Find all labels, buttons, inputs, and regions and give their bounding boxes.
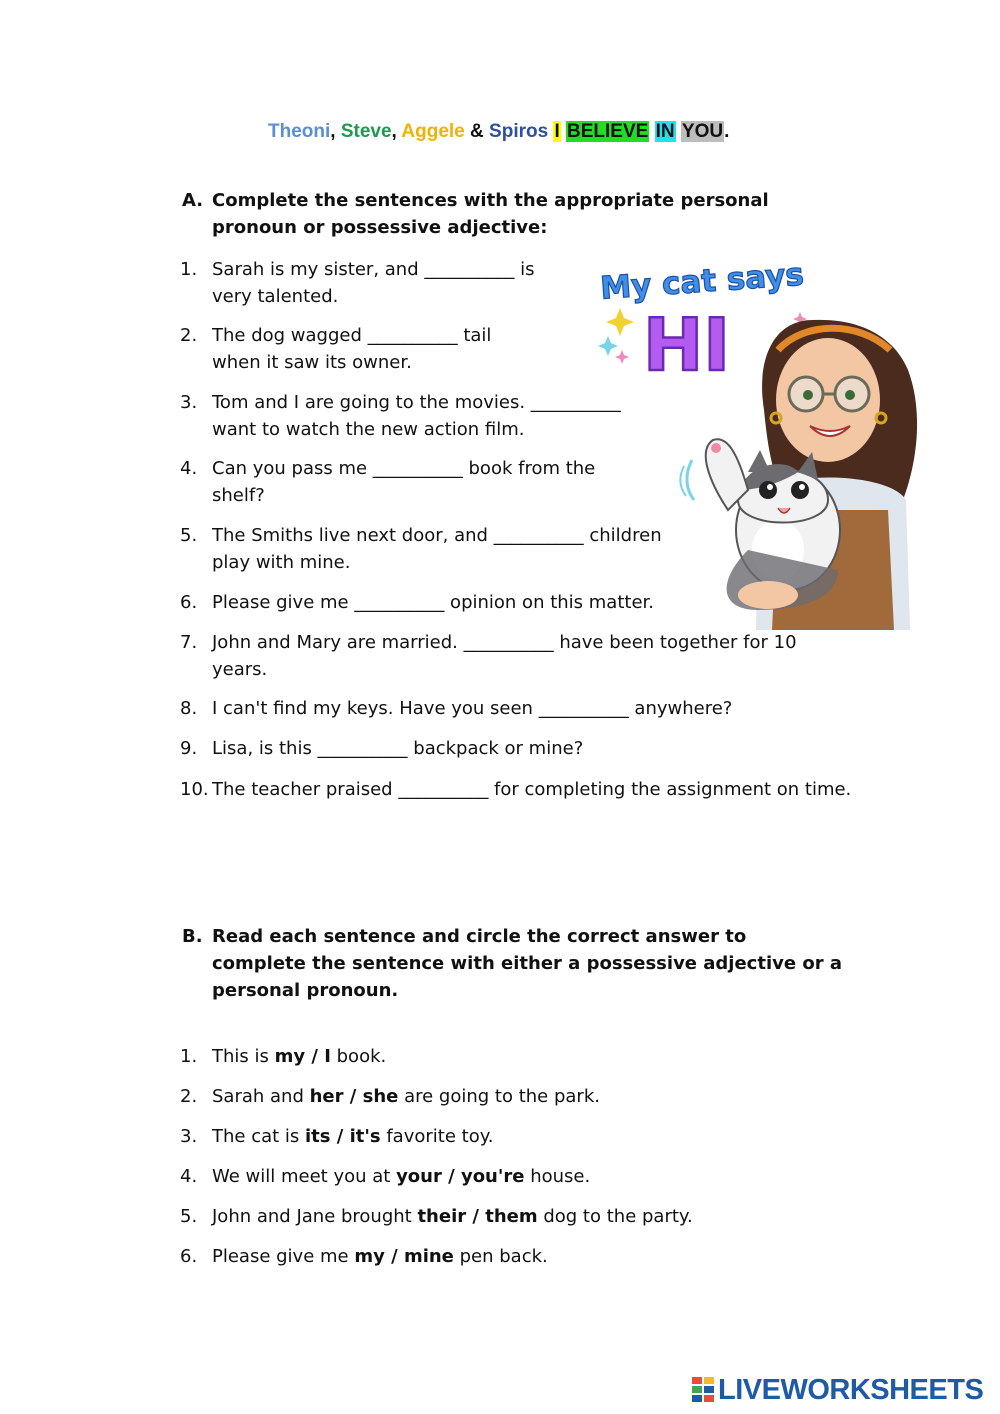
choice-item (180, 1243, 860, 1270)
item-text: I can't find my keys. Have you seen __________ anywhere? (212, 698, 733, 719)
sentence-start: Please give me (212, 1246, 355, 1267)
item-sentence (212, 1243, 860, 1270)
item-number: 8. (180, 698, 198, 719)
liveworksheets-logo[interactable] (692, 1374, 983, 1406)
sentence-end: dog to the party. (537, 1206, 693, 1227)
item-text: Please give me __________ opinion on this matter. (212, 592, 654, 613)
choice-item (180, 1083, 860, 1110)
sentence-end: house. (524, 1166, 591, 1187)
sentence-end: pen back. (453, 1246, 548, 1267)
exercise-item (180, 735, 840, 762)
item-sentence (212, 1043, 860, 1070)
item-number: 1. (180, 1046, 198, 1067)
sentence-end: are going to the park. (398, 1086, 600, 1107)
item-number: 9. (180, 738, 198, 759)
item-sentence (212, 1083, 860, 1110)
item-text: Sarah is my sister, and __________ is very talented. (212, 259, 535, 307)
item-number: 7. (180, 632, 198, 653)
sentence-start: The cat is (212, 1126, 306, 1147)
sentence-start: John and Jane brought (212, 1206, 418, 1227)
sentence-end: book. (330, 1046, 387, 1067)
sentence-start: We will meet you at (212, 1166, 397, 1187)
item-sentence (212, 1123, 860, 1150)
item-number: 3. (180, 1126, 198, 1147)
section-a-heading (182, 187, 842, 241)
separator: & (464, 121, 490, 142)
sparkle-icon (606, 308, 634, 336)
bitmoji-cat-illustration (588, 250, 918, 630)
sticker-hi: HI (643, 303, 731, 387)
choice-item (180, 1043, 860, 1070)
item-number: 4. (180, 1166, 198, 1187)
choice-item (180, 1203, 860, 1230)
answer-options[interactable]: my / I (274, 1046, 331, 1067)
separator: , (330, 121, 341, 142)
answer-options[interactable]: its / it's (305, 1126, 381, 1147)
item-text: The teacher praised __________ for completing the assignment on time. (212, 779, 852, 800)
item-text: John and Mary are married. __________ have been together for 10 years. (212, 632, 797, 680)
answer-options[interactable]: my / mine (354, 1246, 454, 1267)
separator: , (391, 121, 402, 142)
choice-item (180, 1163, 860, 1190)
item-text: Tom and I are going to the movies. __________ want to watch the new action film. (212, 392, 621, 440)
item-number: 5. (180, 525, 198, 546)
answer-options[interactable]: your / you're (396, 1166, 525, 1187)
sentence-start: This is (212, 1046, 275, 1067)
highlight-word: I (554, 121, 560, 142)
name-theoni: Theoni (268, 121, 331, 142)
period: . (724, 121, 730, 142)
item-sentence (212, 1203, 860, 1230)
sticker-caption: My cat says (599, 256, 805, 307)
name-aggele: Aggele (401, 121, 465, 142)
sentence-start: Sarah and (212, 1086, 310, 1107)
highlight-word: BELIEVE (567, 121, 649, 142)
name-steve: Steve (340, 121, 392, 142)
item-sentence (212, 1163, 860, 1190)
item-text: Can you pass me __________ book from the shelf? (212, 458, 596, 506)
section-b-heading (182, 923, 842, 1004)
item-number: 6. (180, 592, 198, 613)
exercise-item (180, 455, 645, 509)
dedication-header (268, 121, 729, 143)
item-number: 4. (180, 458, 198, 479)
exercise-item (180, 322, 540, 376)
exercise-item (180, 695, 840, 722)
choice-item (180, 1123, 860, 1150)
exercise-item (180, 776, 860, 803)
item-number: 1. (180, 259, 198, 280)
liveworksheets-logo-icon (692, 1377, 714, 1403)
section-letter: A. (182, 190, 204, 211)
item-text: The dog wagged __________ tail when it saw its owner. (212, 325, 492, 373)
item-number: 2. (180, 1086, 198, 1107)
item-number: 6. (180, 1246, 198, 1267)
item-number: 3. (180, 392, 198, 413)
item-text: The Smiths live next door, and __________ children play with mine. (212, 525, 662, 573)
name-spiros: Spiros (489, 121, 549, 142)
exercise-item (180, 629, 840, 683)
item-number: 2. (180, 325, 198, 346)
exercise-item (180, 256, 560, 310)
section-instruction: Read each sentence and circle the correct answer to complete the sentence with either a possessive adjective or a personal pronoun. (212, 926, 842, 1001)
highlight-word: IN (655, 121, 675, 142)
section-letter: B. (182, 926, 203, 947)
section-instruction: Complete the sentences with the appropriate personal pronoun or possessive adjective: (212, 190, 769, 238)
answer-options[interactable]: their / them (417, 1206, 538, 1227)
answer-options[interactable]: her / she (309, 1086, 399, 1107)
item-text: Lisa, is this __________ backpack or mine? (212, 738, 584, 759)
logo-wordmark: LIVEWORKSHEETS (718, 1373, 984, 1406)
highlight-word: YOU (681, 121, 724, 142)
item-number: 5. (180, 1206, 198, 1227)
sentence-end: favorite toy. (380, 1126, 494, 1147)
item-number: 10. (180, 779, 209, 800)
